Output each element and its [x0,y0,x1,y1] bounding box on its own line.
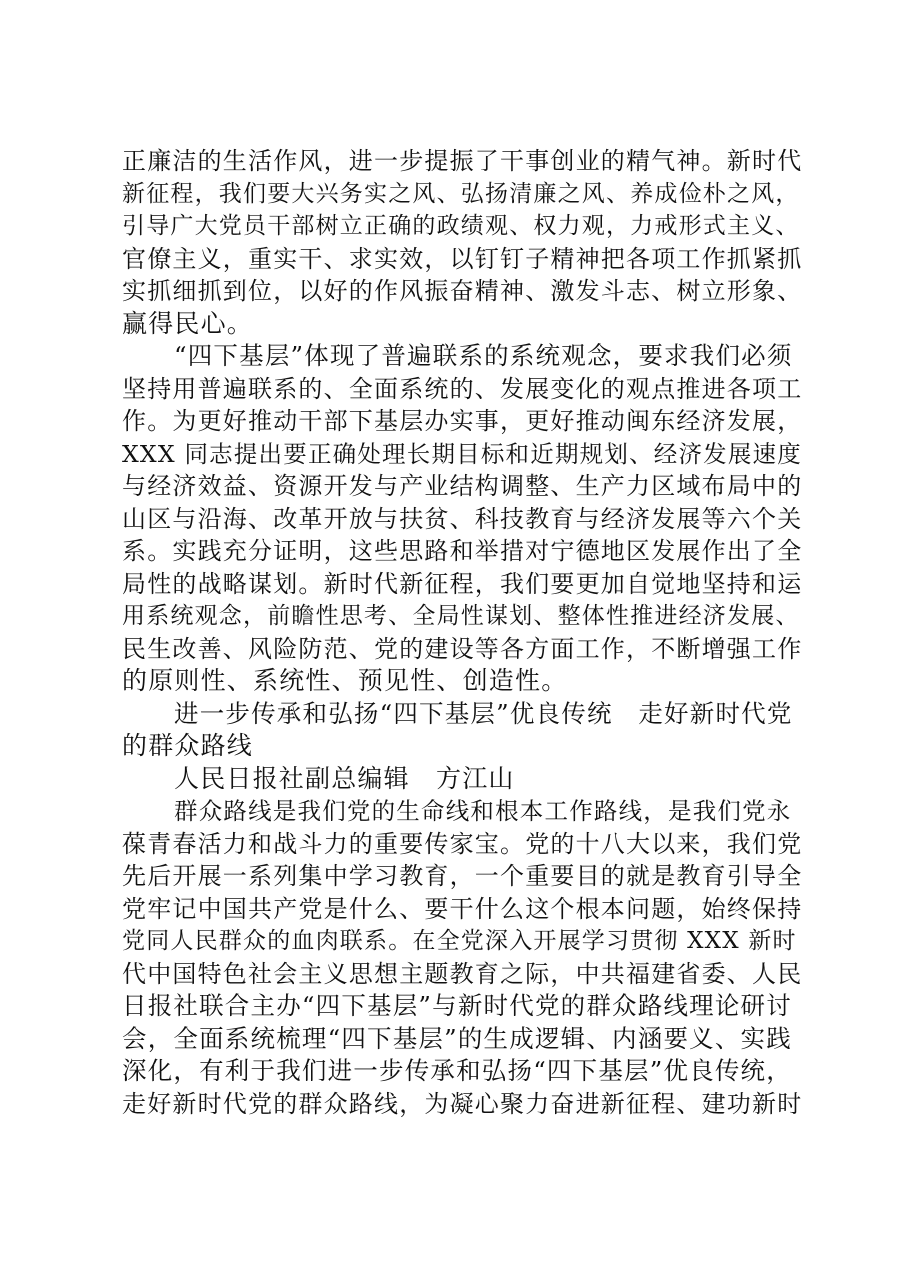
text-line: 实抓细抓到位，以好的作风振奋精神、激发斗志、树立形象、 [122,277,803,305]
text-line: 坚持用普遍联系的、全面系统的、发展变化的观点推进各项工 [122,374,803,403]
text-line: 民生改善、风险防范、党的建设等各方面工作，不断增强工作 [122,634,803,663]
text-line: 深化，有利于我们进一步传承和弘扬“四下基层”优良传统， [122,1056,792,1085]
text-line: 先后开展一系列集中学习教育，一个重要目的就是教育引导全 [122,862,803,890]
text-line: 局性的战略谋划。新时代新征程，我们要更加自觉地坚持和运 [122,569,803,598]
text-line: 党牢记中国共产党是什么、要干什么这个根本问题，始终保持 [122,894,803,923]
text-line: 作。为更好推动干部下基层办实事，更好推动闽东经济发展， [122,407,803,435]
text-line: 葆青春活力和战斗力的重要传家宝。党的十八大以来，我们党 [122,829,803,858]
text-line: 新征程，我们要大兴务实之风、弘扬清廉之风、养成俭朴之风， [122,180,800,207]
text-line: 官僚主义，重实干、求实效，以钉钉子精神把各项工作抓紧抓 [122,244,803,273]
text-line: 的原则性、系统性、预见性、创造性。 [122,666,568,695]
text-line: 正廉洁的生活作风，进一步提振了干事创业的精气神。新时代 [122,147,803,175]
text-line: 党同人民群众的血肉联系。在全党深入开展学习贯彻 XXX 新时 [122,928,797,954]
text-line: 与经济效益、资源开发与产业结构调整、生产力区域布局中的 [122,472,803,500]
text-line: 系。实践充分证明，这些思路和举措对宁德地区发展作出了全 [122,537,803,565]
text-line: 进一步传承和弘扬“四下基层”优良传统 走好新时代党 [174,698,793,728]
text-line: “四下基层”体现了普遍联系的系统观念，要求我们必须 [174,341,793,370]
text-line: 会，全面系统梳理“四下基层”的生成逻辑、内涵要义、实践 [122,1023,792,1053]
text-line: 赢得民心。 [122,308,254,338]
text-line: 日报社联合主办“四下基层”与新时代党的群众路线理论研讨 [122,991,792,1020]
text-line: 群众路线是我们党的生命线和根本工作路线，是我们党永 [174,797,792,825]
text-line: 代中国特色社会主义思想主题教育之际，中共福建省委、人民 [122,959,803,988]
text-line: 山区与沿海、改革开放与扶贫、科技教育与经济发展等六个关 [122,504,803,533]
text-line: 引导广大党员干部树立正确的政绩观、权力观，力戒形式主义、 [122,213,800,239]
text-line: 人民日报社副总编辑 方江山 [174,763,515,793]
text-line: 的群众路线 [122,731,254,760]
text-line: 走好新时代党的群众路线，为凝心聚力奋进新征程、建功新时 [122,1089,803,1118]
text-line: XXX 同志提出要正确处理长期目标和近期规划、经济发展速度 [122,439,802,468]
text-line: 用系统观念，前瞻性思考、全局性谋划、整体性推进经济发展、 [122,603,800,629]
document-body [122,145,802,1120]
